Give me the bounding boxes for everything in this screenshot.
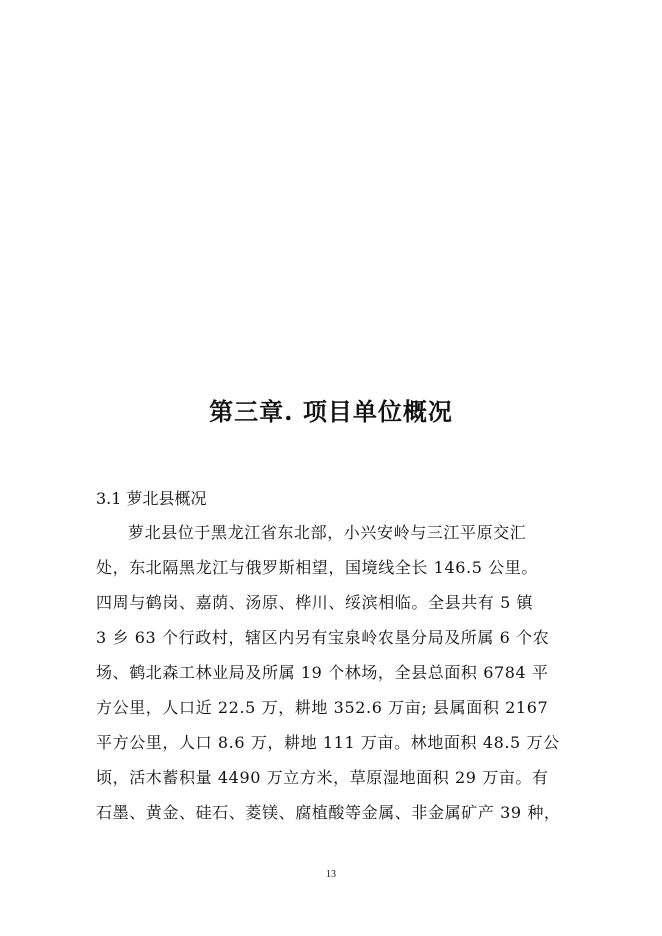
- paragraph-line-5: 场、鹤北森工林业局及所属 19 个林场，全县总面积 6784 平: [96, 663, 549, 682]
- section-heading: 3.1 萝北县概况: [96, 489, 207, 508]
- paragraph-line-2: 处，东北隔黑龙江与俄罗斯相望，国境线全长 146.5 公里。: [96, 558, 538, 577]
- paragraph-line-8: 顷，活木蓄积量 4490 万立方米，草原湿地面积 29 万亩。有: [96, 768, 549, 787]
- chapter-title: 第三章. 项目单位概况: [209, 397, 453, 426]
- paragraph-line-3: 四周与鹤岗、嘉荫、汤原、桦川、绥滨相临。全县共有 5 镇: [96, 593, 534, 612]
- paragraph-line-1: 萝北县位于黑龙江省东北部，小兴安岭与三江平原交汇: [128, 523, 527, 542]
- paragraph-line-6: 方公里，人口近 22.5 万，耕地 352.6 万亩; 县属面积 2167: [96, 698, 549, 717]
- paragraph-line-7: 平方公里，人口 8.6 万，耕地 111 万亩。林地面积 48.5 万公: [96, 733, 560, 752]
- paragraph-line-4: 3 乡 63 个行政村，辖区内另有宝泉岭农垦分局及所属 6 个农: [96, 628, 550, 647]
- paragraph-line-9: 石墨、黄金、硅石、菱镁、腐植酸等金属、非金属矿产 39 种，: [96, 803, 561, 822]
- page-number: 13: [326, 869, 336, 880]
